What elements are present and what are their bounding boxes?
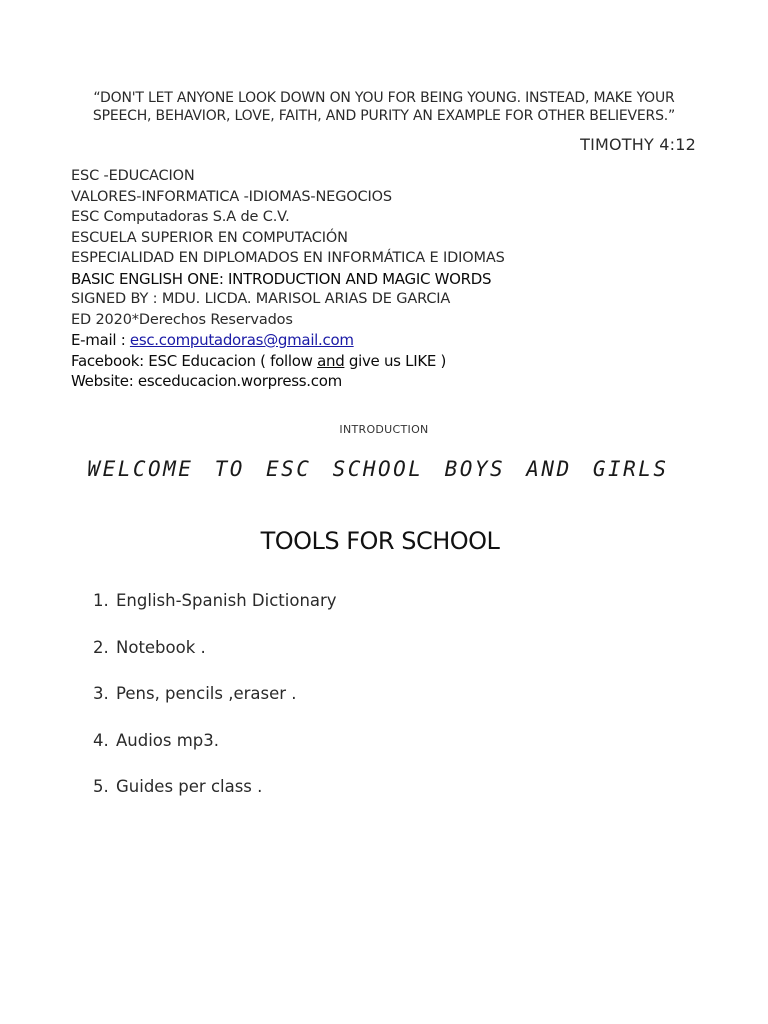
- quote-line-2: SPEECH, BEHAVIOR, LOVE, FAITH, AND PURITY AN EXAMPLE FOR OTHER BELIEVERS.”: [92, 108, 676, 124]
- list-item: [93, 635, 337, 682]
- email-label: E-mail :: [71, 331, 130, 349]
- facebook-and: and: [317, 351, 345, 370]
- welcome-banner: WELCOME TO ESC SCHOOL BOYS AND GIRLS: [87, 457, 669, 481]
- list-item: [93, 681, 337, 728]
- copyright: ED 2020*Derechos Reservados: [71, 311, 293, 328]
- list-number: 3.: [93, 684, 109, 703]
- signed-by: SIGNED BY : MDU. LICDA. MARISOL ARIAS DE GARCIA: [71, 291, 451, 307]
- tools-title: TOOLS FOR SCHOOL: [260, 527, 500, 555]
- list-text: Guides per class .: [116, 777, 263, 796]
- school-areas: VALORES-INFORMATICA -IDIOMAS-NEGOCIOS: [71, 188, 392, 205]
- school-name: ESC -EDUCACION: [71, 168, 195, 184]
- bible-quote: [80, 89, 688, 125]
- email-link[interactable]: esc.computadoras@gmail.com: [129, 331, 354, 349]
- quote-attribution: TIMOTHY 4:12: [580, 135, 696, 154]
- course-title: BASIC ENGLISH ONE: INTRODUCTION AND MAGIC WORDS: [71, 269, 492, 288]
- tools-list: [93, 588, 337, 821]
- facebook-text-pre: Facebook: ESC Educacion ( follow: [71, 351, 318, 370]
- list-text: Audios mp3.: [116, 730, 220, 750]
- list-text: Pens, pencils ,eraser .: [116, 684, 297, 703]
- quote-line-1: “DON'T LET ANYONE LOOK DOWN ON YOU FOR BEING YOUNG. INSTEAD, MAKE YOUR: [93, 90, 675, 106]
- introduction-heading: INTRODUCTION: [339, 423, 429, 436]
- school-full-name: ESCUELA SUPERIOR EN COMPUTACIÓN: [71, 229, 348, 246]
- school-specialty: ESPECIALIDAD EN DIPLOMADOS EN INFORMÁTICA E IDIOMAS: [71, 250, 505, 266]
- list-item: [93, 774, 337, 821]
- list-number: 1.: [93, 591, 109, 610]
- company-name: ESC Computadoras S.A de C.V.: [71, 209, 290, 225]
- facebook-line: [71, 351, 691, 372]
- list-text: English-Spanish Dictionary: [116, 591, 337, 610]
- list-text: Notebook .: [116, 637, 206, 657]
- school-info-block: [71, 166, 691, 392]
- list-item: [93, 588, 337, 635]
- list-item: [93, 728, 337, 775]
- website-line: Website: esceducacion.worpress.com: [71, 372, 342, 390]
- email-line: [71, 330, 691, 351]
- list-number: 4.: [93, 730, 109, 750]
- list-number: 2.: [93, 637, 109, 657]
- list-number: 5.: [93, 777, 109, 796]
- facebook-text-post: give us LIKE ): [344, 351, 447, 370]
